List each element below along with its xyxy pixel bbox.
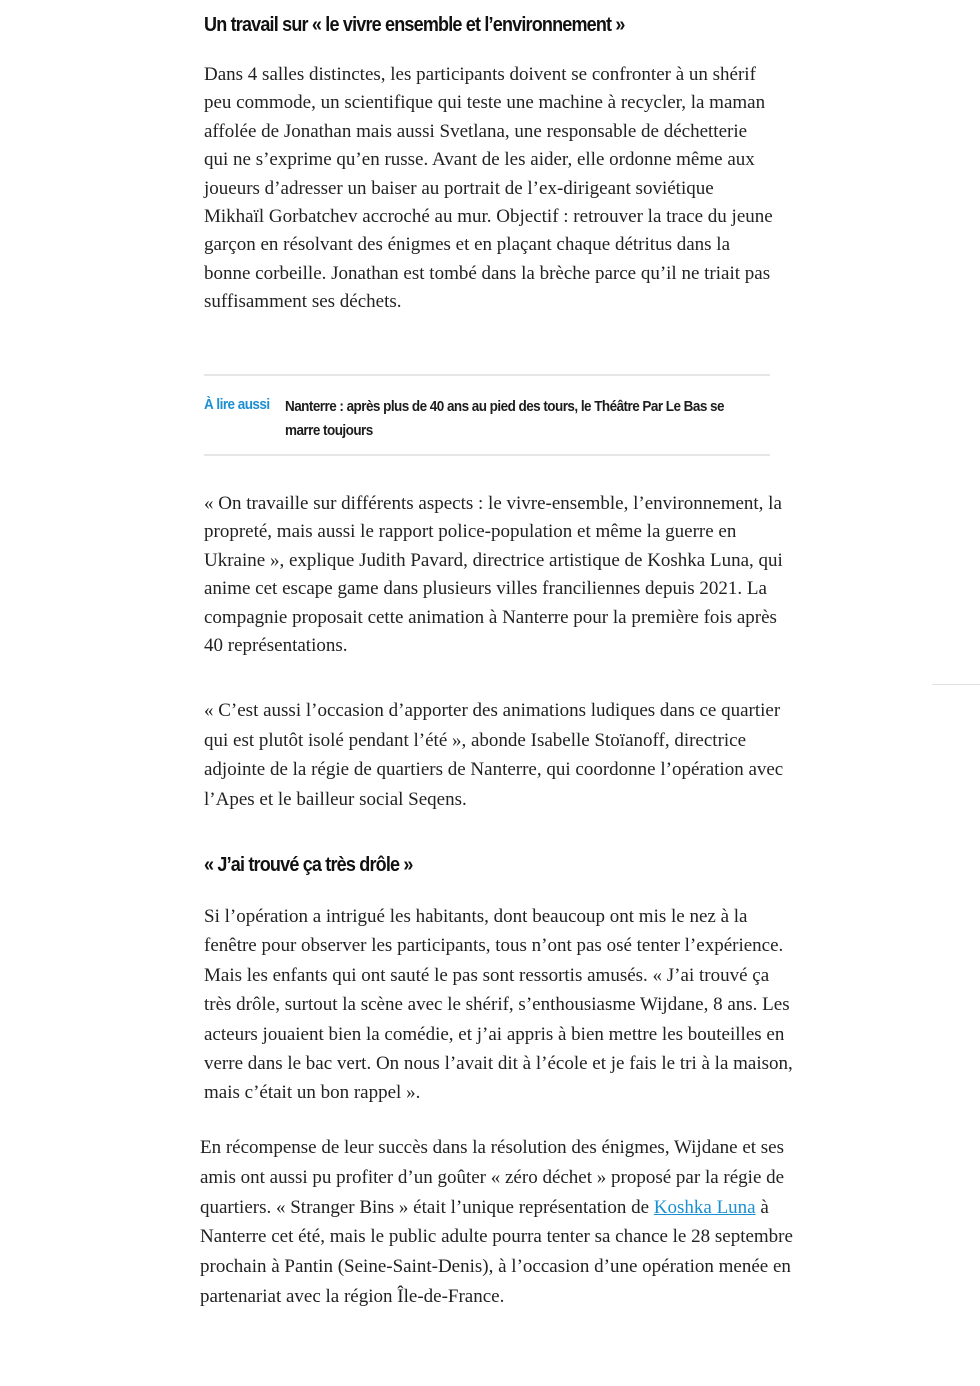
read-also-link[interactable]: Nanterre : après plus de 40 ans au pied des tours, le Théâtre Par Le Bas se marre toujours (285, 398, 724, 439)
edge-divider (932, 684, 980, 685)
read-also-label: À lire aussi (204, 396, 270, 413)
koshka-luna-link[interactable]: Koshka Luna (653, 1196, 756, 1218)
paragraph-recompense-text-before: En récompense de leur succès dans la résolution des énigmes, Wijdane et ses amis ont aussi pu profiter d’un goûter « zéro déchet » proposé par la régie de quartiers. « Stranger Bins » était l’unique représentation de (200, 1137, 785, 1218)
paragraph-wijdane-quote: Si l’opération a intrigué les habitants, dont beaucoup ont mis le nez à la fenêtre pour observer les participants, tous n’ont pas osé tenter l’expérience. Mais les enfants qui ont sauté le pas sont ressortis amusés. « J’ai trouvé ça très drôle, surtout la scène avec le shérif, s’enthousiasme Wijdane, 8 ans. Les acteurs jouaient bien la comédie, et j’ai appris à bien mettre les bouteilles en verre dans le bac vert. On nous l’avait dit à l’école et je fais le tri à la maison, mais c’était un bon rappel ». (204, 906, 793, 1104)
section-heading-vivre-ensemble: Un travail sur « le vivre ensemble et l’environnement » (204, 14, 625, 36)
paragraph-isabelle-stoianoff-quote: « C’est aussi l’occasion d’apporter des animations ludiques dans ce quartier qui est plutôt isolé pendant l’été », abonde Isabelle Stoïanoff, directrice adjointe de la régie de quartiers de Nanterre, qui coordonne l’opération avec l’Apes et le bailleur social Seqens. (204, 700, 784, 810)
read-also-box (204, 374, 770, 456)
paragraph-judith-pavard-quote: « On travaille sur différents aspects : le vivre-ensemble, l’environnement, la propreté, mais aussi le rapport police-population et même la guerre en Ukraine », explique Judith Pavard, directrice artistique de Koshka Luna, qui anime cet escape game dans plusieurs villes franciliennes depuis 2021. La compagnie proposait cette animation à Nanterre pour la première fois après 40 représentations. (204, 493, 783, 657)
section-heading-tres-drole: « J’ai trouvé ça très drôle » (204, 854, 413, 876)
paragraph-salles-distinctes: Dans 4 salles distinctes, les participants doivent se confronter à un shérif peu commode, un scientifique qui teste une machine à recycler, la maman affolée de Jonathan mais aussi Svetlana, une responsable de déchetterie qui ne s’exprime qu’en russe. Avant de les aider, elle ordonne même aux joueurs d’adresser un baiser au portrait de l’ex-dirigeant soviétique Mikhaïl Gorbatchev accroché au mur. Objectif : retrouver la trace du jeune garçon en résolvant des énigmes et en plaçant chaque détritus dans la bonne corbeille. Jonathan est tombé dans la brèche parce qu’il ne triait pas suffisamment ses déchets. (204, 64, 773, 313)
paragraph-recompense (200, 1133, 800, 1312)
paragraph-recompense-text-after: à Nanterre cet été, mais le public adulte pourra tenter sa chance le 28 septembre prochain à Pantin (Seine-Saint-Denis), à l’occasion d’une opération menée en partenariat avec la région Île-de-France. (200, 1196, 793, 1307)
